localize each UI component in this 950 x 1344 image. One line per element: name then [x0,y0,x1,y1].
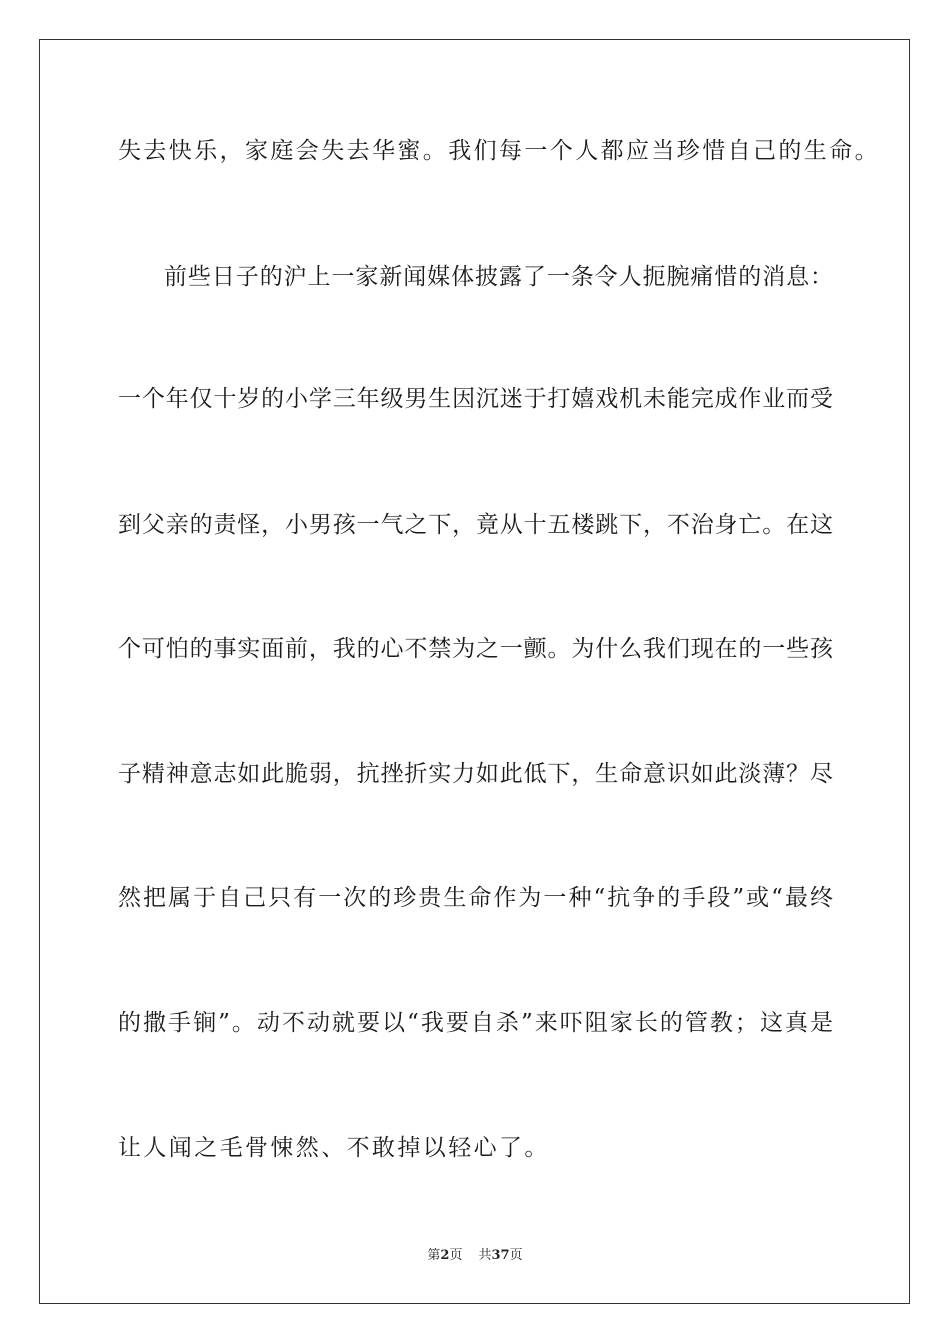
page-label-suffix: 页 [449,1248,463,1263]
body-text-line: 然把属于自己只有一次的珍贵生命作为一种“抗争的手段”或“最终 [118,885,833,911]
body-text-line: 的撒手锏”。动不动就要以“我要自杀”来吓阻家长的管教；这真是 [118,1010,833,1036]
total-pages: 37 [491,1248,510,1263]
body-text-line: 一个年仅十岁的小学三年级男生因沉迷于打嬉戏机未能完成作业而受 [118,386,833,412]
total-label-suffix: 页 [509,1248,523,1263]
body-text-line: 失去快乐，家庭会失去华蜜。我们每一个人都应当珍惜自己的生命。 [118,138,880,164]
body-text-line: 到父亲的责怪，小男孩一气之下，竟从十五楼跳下，不治身亡。在这 [118,512,833,538]
page-number: 2 [440,1248,450,1263]
page-footer [0,1247,950,1265]
total-label-prefix: 共 [478,1248,492,1263]
body-text-line: 让人闻之毛骨悚然、不敢掉以轻心了。 [118,1135,550,1161]
body-text-line: 个可怕的事实面前，我的心不禁为之一颤。为什么我们现在的一些孩 [118,636,833,662]
page-label-prefix: 第 [427,1248,441,1263]
body-text-line: 子精神意志如此脆弱，抗挫折实力如此低下，生命意识如此淡薄？尽 [118,761,833,787]
page-border [39,39,910,1304]
body-text-line: 前些日子的沪上一家新闻媒体披露了一条令人扼腕痛惜的消息： [164,264,833,290]
